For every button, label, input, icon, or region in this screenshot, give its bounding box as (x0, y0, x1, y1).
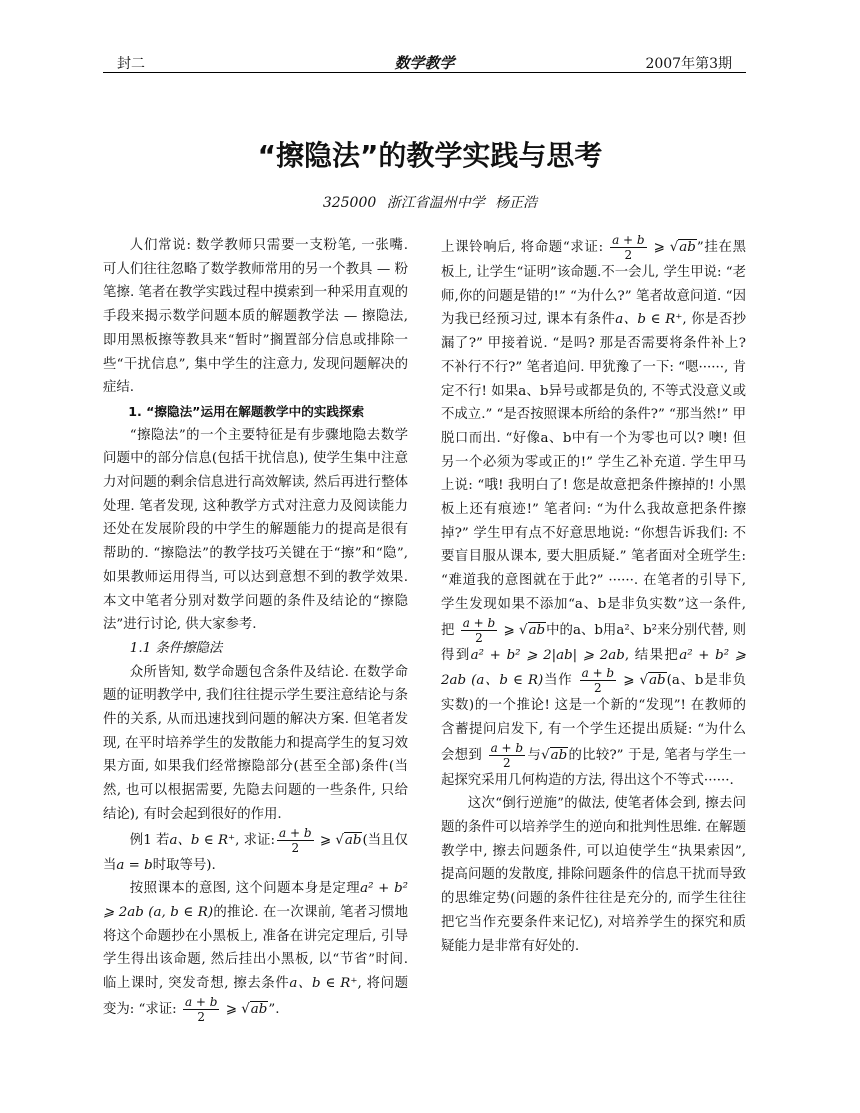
fraction-denominator: 2 (503, 755, 511, 770)
text: , 你是否抄漏了?” 甲接着说. “是吗? 那是否需要将条件补上? 不补行不行?” 笔者追问. 甲犹豫了一下: “嗯······, 肯定不行! 如果a、b异号或都是负的, 不等式没意义或不成立.” “是否按照课本所给的条件?” “那当然!” 甲脱口而出. “好像a、b中有一个为零也可以? 噢! 但另一个必须为零或正的!” 学生乙补充道. 学生甲马上说: “哦! 我明白了! 您是故意把条件擦掉的! 小黑板上还有痕迹!” 笔者问: “为什么我故意把条件擦掉?” 学生甲有点不好意思地说: “你想告诉我们: 不要盲目服从课本, 要大胆质疑.” 笔者面对全班学生: “难道我的意图就在于此?” ······. 在笔者的引导下, 学生发现如果不添加“a、b是非负实数”这一条件, 把 (441, 312, 747, 638)
text: , 将问题变为: “求证: (103, 976, 408, 1017)
geq-symbol: ⩾ (653, 240, 665, 255)
text: 按照课本的意图, 这个问题本身是定理 (129, 881, 361, 897)
fraction-numerator: a + b (612, 233, 645, 247)
radicand: ab (679, 240, 696, 255)
radicand: ab (528, 622, 546, 638)
article-title: “擦隐法”的教学实践与思考 (257, 139, 603, 172)
text: ”. (268, 1001, 280, 1017)
paragraph: “擦隐法”的一个主要特征是有步骤地隐去数学问题中的部分信息(包括干扰信息), 使学生集中注意力对问题的剩余信息进行高效解读, 然后再进行整体处理. 笔者发现, 这种教学方式对注意力及阅读能力还处在发展阶段的中学生的解题能力的提高是很有帮助的. “擦隐法”的教学技巧关键在于“擦”和“隐”, 如果教师运用得当, 可以达到意想不到的教学效果. 本文中笔者分别对数学问题的条件及结论的“擦隐法”进行讨论, 供大家参考. (103, 427, 408, 633)
math-inline: a、b ∈ R⁺ (289, 976, 358, 992)
fraction-denominator: 2 (197, 1009, 206, 1024)
text: 与 (527, 747, 542, 763)
geq-symbol: ⩾ (225, 1001, 237, 1017)
radical-sign: √ (669, 240, 679, 255)
author-line: 325000 浙江省温州中学 杨正浩 (322, 195, 538, 211)
text: ”挂在黑板上, 让学生“证明”该命题.不一会儿, 学生甲说: “老师,你的问题是错的!” “为什么?” 笔者故意问道. “因为我已经预习过, 课本有条件 (441, 240, 747, 328)
paragraph: 人们常说: 数学教师只需要一支粉笔, 一张嘴. 可人们往往忽略了数学教师常用的另一个教具 — 粉笔擦. 笔者在教学实践过程中摸索到一种采用直观的手段来揭示数学问题本质的解题教学法 — 擦隐法, 即用黑板擦等教具来“暂时”搁置部分信息或排除一些“干扰信息”, 集中学生的注意力, 发现问题解决的症结. (103, 238, 408, 396)
fraction-numerator: a + b (581, 666, 615, 681)
fraction (461, 617, 498, 644)
page-header (103, 50, 746, 73)
example-label: 例1 若 (129, 832, 170, 848)
fraction (489, 742, 526, 769)
square-root (519, 622, 546, 638)
fraction (277, 827, 314, 854)
math-inline: a² + b² ⩾ 2|ab| ⩾ 2ab (470, 647, 625, 663)
math-inline: a = b (116, 857, 153, 873)
math-inline: a² + b² ⩾ 2ab (a、b ∈ R) (441, 647, 747, 689)
radical-sign: √ (335, 832, 344, 848)
geq-symbol: ⩾ (319, 832, 332, 848)
text: 的比较?” 于是, 笔者与学生一起探究采用几何构造的方法, 得出这个不等式······. (441, 747, 746, 788)
math-inline: a、b ∈ R⁺ (615, 312, 683, 328)
section-heading: 1. “擦隐法”运用在解题教学中的实践探索 (128, 403, 365, 419)
fraction-denominator: 2 (291, 840, 300, 855)
paragraph: 这次“倒行逆施”的做法, 使笔者体会到, 擦去问题的条件可以培养学生的逆向和批判性思维. 在解题教学中, 擦去问题条件, 可以迫使学生“执果索因”, 提高问题的发散度, 排除问题条件的信息干扰而导致的思维定势(问题的条件往往是充分的, 而学生往往把它当作充要条件来记忆), 对培养学生的探究和质疑能力是非常有好处的. (441, 796, 746, 954)
fraction (183, 996, 220, 1023)
fraction (580, 667, 617, 694)
square-root (335, 832, 362, 848)
text: 上课铃响后, 将命题“求证: (441, 240, 604, 255)
subsection-heading: 1.1 条件擦隐法 (129, 640, 223, 656)
text: 中的a、b用a²、b²来分别代替, 则得到 (441, 622, 747, 663)
fraction-numerator: a + b (184, 994, 218, 1009)
fraction-denominator: 2 (624, 248, 633, 262)
square-root (241, 1001, 268, 1017)
issue-label: 2007年第3期 (645, 56, 732, 72)
paragraph (441, 234, 746, 792)
right-column (441, 234, 746, 958)
fraction-numerator: a + b (490, 740, 524, 755)
radical-sign: √ (519, 622, 528, 638)
fraction-numerator: a + b (462, 615, 496, 630)
text: (a、b是非负实数)的一个推论! 这是一个新的“发现”! 在教师的含蓄提问启发下, 有一个学生还提出质疑: “为什么会想到 (441, 673, 747, 763)
math-inline: a、b ∈ R⁺ (169, 832, 236, 848)
fraction-numerator: a + b (279, 825, 312, 840)
fraction (610, 234, 647, 261)
paragraph: 众所皆知, 数学命题包含条件及结论. 在数学命题的证明教学中, 我们往往提示学生要注意结论与条件的关系, 从而迅速找到问题的解决方案. 但笔者发现, 在平时培养学生的发散能力和提高学生的复习效果方面, 如果我们经常擦隐部分(甚至全部)条件(当然, 也可以根据需要, 先隐去问题的一些条件, 只给结论), 有时会起到很好的作用. (103, 664, 408, 822)
square-root (670, 239, 697, 255)
fraction-denominator: 2 (594, 681, 602, 696)
text: , 求证: (235, 832, 276, 848)
journal-name: 数学教学 (394, 54, 455, 72)
text: (当且仅当 (103, 832, 408, 873)
geq-symbol: ⩾ (623, 673, 635, 689)
radical-sign: √ (241, 1001, 250, 1017)
text: , 结果把 (624, 647, 680, 663)
geq-symbol: ⩾ (503, 622, 515, 638)
math-inline: a² + b² ⩾ 2ab (a, b ∈ R) (103, 881, 409, 920)
radical-sign: √ (639, 673, 649, 689)
radicand: ab (250, 1001, 268, 1017)
header-left: 封二 (117, 56, 145, 72)
square-root (541, 747, 568, 763)
text: 时取等号). (152, 857, 216, 873)
text: 当作 (543, 673, 573, 689)
radicand: ab (649, 673, 666, 689)
radicand: ab (344, 832, 362, 848)
example-1 (103, 827, 408, 878)
left-column (103, 234, 408, 1023)
square-root (640, 672, 667, 688)
text: 的推论. 在一次课前, 笔者习惯地将这个命题抄在小黑板上, 准备在讲完定理后, 引导学生得出该命题, 然后挂出小黑板, 以“节省”时间. 临上课时, 突发奇想, 擦去条件 (103, 904, 408, 992)
radicand: ab (550, 747, 568, 763)
radical-sign: √ (541, 747, 550, 763)
fraction-denominator: 2 (475, 630, 483, 645)
paragraph (103, 877, 408, 1023)
